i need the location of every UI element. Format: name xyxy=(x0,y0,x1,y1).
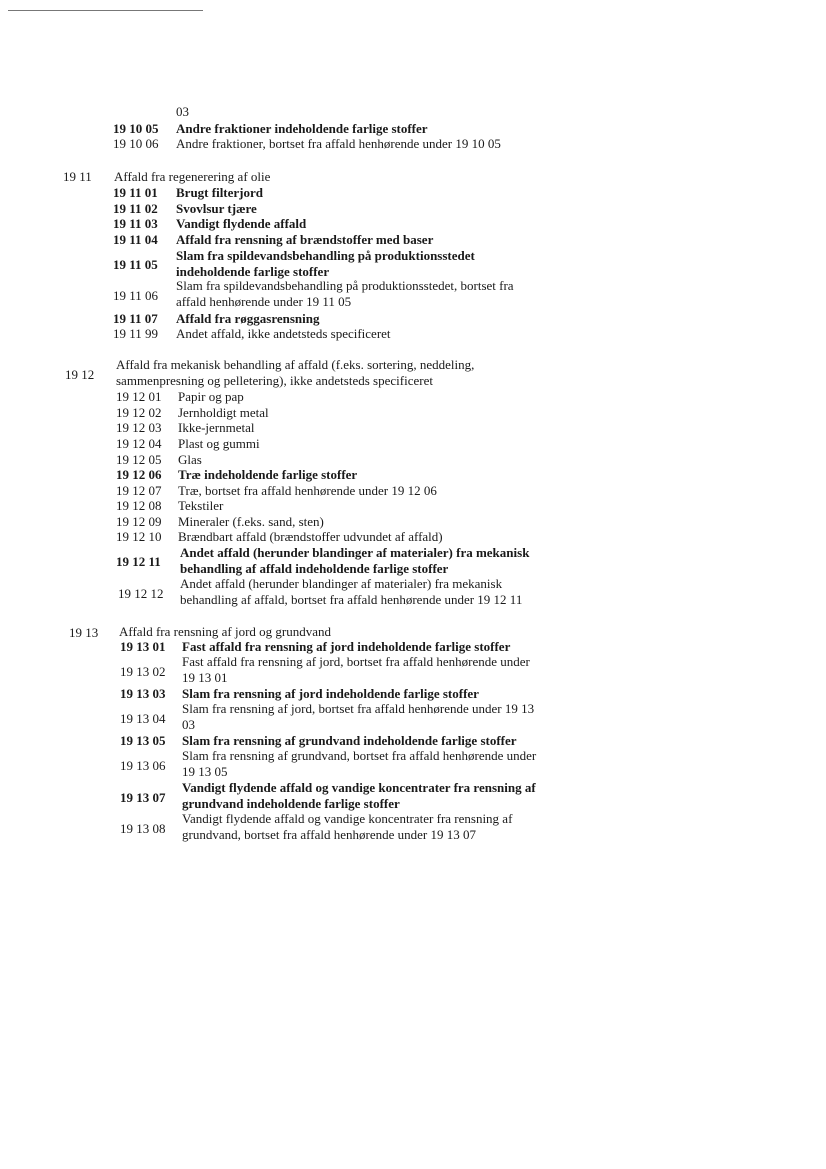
waste-code: 19 12 11 xyxy=(116,554,161,569)
waste-code: 19 12 04 xyxy=(116,436,162,451)
group-code: 19 13 xyxy=(69,625,99,640)
waste-code: 19 11 03 xyxy=(113,216,158,231)
waste-description-cont: affald henhørende under 19 11 05 xyxy=(176,294,352,309)
waste-code: 19 10 06 xyxy=(113,136,159,151)
waste-code: 19 12 10 xyxy=(116,529,162,544)
group-heading: Affald fra mekanisk behandling af affald (f.eks. sortering, neddeling, xyxy=(116,357,475,372)
waste-description: Andre fraktioner, bortset fra affald henhørende under 19 10 05 xyxy=(176,136,501,151)
waste-description: Brændbart affald (brændstoffer udvundet af affald) xyxy=(178,529,443,544)
waste-code: 19 13 08 xyxy=(120,821,166,836)
waste-description: Slam fra spildevandsbehandling på produktionsstedet xyxy=(176,248,475,263)
waste-code: 19 12 09 xyxy=(116,514,162,529)
waste-code: 19 11 01 xyxy=(113,185,158,200)
waste-code: 19 11 06 xyxy=(113,288,159,303)
waste-code: 19 12 06 xyxy=(116,467,162,482)
waste-description: Fast affald fra rensning af jord indeholdende farlige stoffer xyxy=(182,639,511,654)
waste-code: 19 11 99 xyxy=(113,326,159,341)
waste-description: Vandigt flydende affald og vandige koncentrater fra rensning af xyxy=(182,811,513,826)
waste-description: Plast og gummi xyxy=(178,436,260,451)
waste-code: 19 13 07 xyxy=(120,790,166,805)
waste-description: Ikke-jernmetal xyxy=(178,420,255,435)
waste-code: 19 11 07 xyxy=(113,311,158,326)
waste-description: Slam fra rensning af grundvand indeholdende farlige stoffer xyxy=(182,733,517,748)
waste-code: 19 13 06 xyxy=(120,758,166,773)
group-heading: Affald fra rensning af jord og grundvand xyxy=(119,624,332,639)
waste-code: 19 13 05 xyxy=(120,733,166,748)
group-code: 19 11 xyxy=(63,169,92,184)
waste-description: Jernholdigt metal xyxy=(178,405,269,420)
waste-description: Træ indeholdende farlige stoffer xyxy=(178,467,358,482)
waste-description: Andet affald, ikke andetsteds specificeret xyxy=(176,326,391,341)
waste-description: Papir og pap xyxy=(178,389,244,404)
waste-code: 19 13 01 xyxy=(120,639,166,654)
waste-code: 19 12 05 xyxy=(116,452,162,467)
waste-description: Andet affald (herunder blandinger af materialer) fra mekanisk xyxy=(180,576,503,591)
waste-description-cont: grundvand indeholdende farlige stoffer xyxy=(182,796,400,811)
waste-code: 19 10 05 xyxy=(113,121,159,136)
waste-description: Glas xyxy=(178,452,202,467)
waste-description: Slam fra rensning af jord, bortset fra affald henhørende under 19 13 xyxy=(182,701,535,716)
waste-description: Vandigt flydende affald og vandige koncentrater fra rensning af xyxy=(182,780,536,795)
waste-description: Affald fra røggasrensning xyxy=(176,311,320,326)
waste-description: Mineraler (f.eks. sand, sten) xyxy=(178,514,324,529)
waste-code: 19 11 05 xyxy=(113,257,158,272)
waste-description: Svovlsur tjære xyxy=(176,201,257,216)
waste-description-cont: 19 13 05 xyxy=(182,764,228,779)
waste-code: 19 13 04 xyxy=(120,711,166,726)
waste-description-cont: grundvand, bortset fra affald henhørende under 19 13 07 xyxy=(182,827,476,842)
waste-code: 19 11 02 xyxy=(113,201,158,216)
group-heading: Affald fra regenerering af olie xyxy=(114,169,271,184)
group-code: 19 12 xyxy=(65,367,95,382)
waste-code: 19 12 02 xyxy=(116,405,162,420)
waste-description-cont: behandling af affald, bortset fra affald henhørende under 19 12 11 xyxy=(180,592,523,607)
waste-code: 19 12 01 xyxy=(116,389,162,404)
waste-description: Tekstiler xyxy=(178,498,224,513)
waste-description: Andet affald (herunder blandinger af materialer) fra mekanisk xyxy=(180,545,530,560)
waste-code: 19 11 04 xyxy=(113,232,158,247)
waste-code: 19 12 12 xyxy=(118,586,164,601)
waste-code: 19 12 08 xyxy=(116,498,162,513)
waste-description-cont: 19 13 01 xyxy=(182,670,228,685)
waste-description: Andre fraktioner indeholdende farlige stoffer xyxy=(176,121,428,136)
waste-description: Slam fra rensning af jord indeholdende farlige stoffer xyxy=(182,686,479,701)
waste-description: Slam fra spildevandsbehandling på produktionsstedet, bortset fra xyxy=(176,278,514,293)
waste-description: Fast affald fra rensning af jord, bortset fra affald henhørende under xyxy=(182,654,530,669)
group-heading-cont: sammenpresning og pelletering), ikke andetsteds specificeret xyxy=(116,373,433,388)
waste-description-cont: behandling af affald indeholdende farlige stoffer xyxy=(180,561,449,576)
waste-description: Vandigt flydende affald xyxy=(176,216,307,231)
waste-description: Slam fra rensning af grundvand, bortset fra affald henhørende under xyxy=(182,748,537,763)
waste-code: 19 13 02 xyxy=(120,664,166,679)
waste-code: 19 13 03 xyxy=(120,686,166,701)
waste-description-cont: indeholdende farlige stoffer xyxy=(176,264,330,279)
scan-edge-line xyxy=(8,10,203,11)
waste-description: Brugt filterjord xyxy=(176,185,264,200)
waste-code: 19 12 03 xyxy=(116,420,162,435)
waste-code: 19 12 07 xyxy=(116,483,162,498)
waste-description: Affald fra rensning af brændstoffer med baser xyxy=(176,232,434,247)
waste-description-cont: 03 xyxy=(182,717,195,732)
continuation-text: 03 xyxy=(176,104,189,119)
waste-description: Træ, bortset fra affald henhørende under 19 12 06 xyxy=(178,483,437,498)
